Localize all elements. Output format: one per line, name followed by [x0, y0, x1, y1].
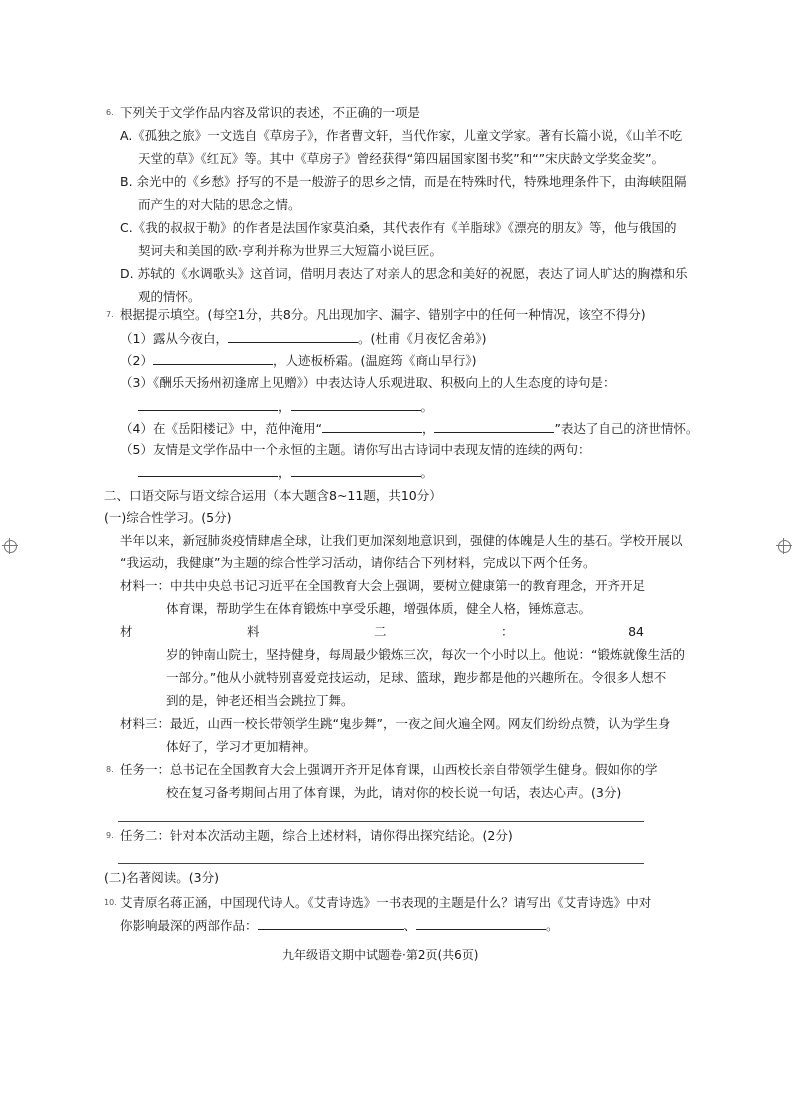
material-1-line1: 材料一：中共中央总书记习近平在全国教育大会上强调，要树立健康第一的教育理念，开齐开足: [120, 578, 646, 593]
subsection-title: (一)综合性学习。(5分): [104, 510, 232, 525]
fill-item-4: （4）在《岳阳楼记》中，范仲淹用“ ， ”表达了自己的济世情怀。: [120, 418, 698, 439]
question-number: 7.: [106, 310, 114, 319]
answer-line[interactable]: [118, 821, 644, 822]
question-10-line1: 艾青原名蒋正涵，中国现代诗人。《艾青诗选》一书表现的主题是什么？请写出《艾青诗选》中对: [120, 895, 652, 910]
intro-line2: “我运动，我健康”为主题的综合性学习活动，请你结合下列材料，完成以下两个任务。: [120, 555, 596, 570]
fill-item-1: （1）露从今夜白， 。(杜甫《月夜忆舍弟》): [120, 328, 486, 349]
answer-line[interactable]: [118, 863, 644, 864]
option-d-line1: D. 苏轼的《水调歌头》这首词，借明月表达了对亲人的思念和美好的祝愿，表达了词人旷达的胸襟和乐: [120, 266, 688, 281]
option-c-line2: 契诃夫和美国的欧·亨利并称为世界三大短篇小说巨匠。: [138, 243, 442, 258]
fill-item-2: （2） ，人迹板桥霜。(温庭筠《商山早行》): [120, 350, 476, 371]
fill-item-5: （5）友情是文学作品中一个永恒的主题。请你写出古诗词中表现友情的连续的两句：: [120, 442, 591, 457]
answer-blank[interactable]: [291, 462, 421, 477]
answer-blank[interactable]: [322, 418, 422, 433]
answer-blank[interactable]: [153, 350, 273, 365]
option-a-line1: A.《孤独之旅》一文选自《草房子》，作者曹文轩，当代作家，儿童文学家。著有长篇小说，《山羊不吃: [120, 128, 683, 143]
question-stem: 下列关于文学作品内容及常识的表述，不正确的一项是: [120, 105, 421, 120]
fill-item-3-answers: ， 。: [138, 396, 433, 417]
material-2-line2: 岁的钟南山院士，坚持健身，每周最少锻炼三次，每次一个小时以上。他说：“锻炼就像生活的: [166, 647, 685, 662]
material-2-line3: 一部分。”他从小就特别喜爱竞技运动，足球、篮球，跑步都是他的兴趣所在。令很多人想不: [166, 670, 667, 685]
answer-blank[interactable]: [434, 418, 554, 433]
answer-blank[interactable]: [138, 396, 278, 411]
option-c-line1: C.《我的叔叔于勒》的作者是法国作家莫泊桑，其代表作有《羊脂球》《漂亮的朋友》等，他与俄国的: [120, 220, 677, 235]
option-b-line1: B. 余光中的《乡愁》抒写的不是一般游子的思乡之情，而是在特殊时代，特殊地理条件下，由海峡阻隔: [120, 174, 687, 189]
material-3-line1: 材料三：最近，山西一校长带领学生跳“鬼步舞”，一夜之间火遍全网。网友们纷纷点赞，认为学生身: [120, 716, 671, 731]
answer-blank[interactable]: [291, 396, 421, 411]
option-b-line2: 而产生的对大陆的思念之情。: [138, 197, 301, 212]
answer-blank[interactable]: [258, 915, 404, 930]
registration-mark-right: [776, 538, 792, 554]
question-number: 6.: [106, 108, 114, 117]
question-number: 9.: [106, 831, 114, 840]
material-3-line2: 体好了，学习才更加精神。: [166, 739, 317, 754]
registration-mark-left: [2, 538, 18, 554]
question-number: 8.: [106, 765, 114, 774]
subsection-title: (二)名著阅读。(3分): [104, 870, 219, 885]
question-10-line2: 你影响最深的两部作品： 、 。: [120, 915, 559, 936]
fill-item-3: （3）《酬乐天扬州初逢席上见赠》）中表达诗人乐观进取、积极向上的人生态度的诗句是：: [120, 375, 616, 390]
option-a-line2: 天堂的草》《红瓦》等。其中《草房子》曾经获得“第四届国家图书奖”和“”宋庆龄文学奖金奖”。: [138, 151, 665, 166]
task-1-line1: 任务一：总书记在全国教育大会上强调开齐开足体育课，山西校长亲自带领学生健身。假如你的学: [120, 762, 658, 777]
question-number: 10.: [104, 898, 117, 907]
material-2-heading: 材 料 二 ： 84: [120, 624, 644, 639]
answer-blank[interactable]: [228, 328, 358, 343]
question-stem: 根据提示填空。(每空1分，共8分。凡出现加字、漏字、错别字中的任何一种情况，该空不得分): [120, 307, 646, 322]
intro-line1: 半年以来，新冠肺炎疫情肆虐全球，让我们更加深刻地意识到，强健的体魄是人生的基石。学校开展以: [120, 533, 683, 548]
material-1-line2: 体育课，帮助学生在体育锻炼中享受乐趣，增强体质，健全人格，锤炼意志。: [166, 601, 592, 616]
material-2-line4: 到的是，钟老还相当会跳拉丁舞。: [166, 693, 354, 708]
answer-blank[interactable]: [138, 462, 278, 477]
section-title: 二、口语交际与语文综合运用（本大题含8~11题，共10分）: [104, 488, 442, 503]
option-d-line2: 观的情怀。: [138, 289, 201, 304]
page-footer: 九年级语文期中试题卷·第2页(共6页): [282, 948, 479, 962]
answer-blank[interactable]: [416, 915, 546, 930]
task-2: 任务二：针对本次活动主题，综合上述材料，请你得出探究结论。(2分): [120, 828, 513, 843]
task-1-line2: 校在复习备考期间占用了体育课，为此，请对你的校长说一句话，表达心声。(3分): [166, 785, 622, 800]
fill-item-5-answers: ， 。: [138, 462, 433, 483]
